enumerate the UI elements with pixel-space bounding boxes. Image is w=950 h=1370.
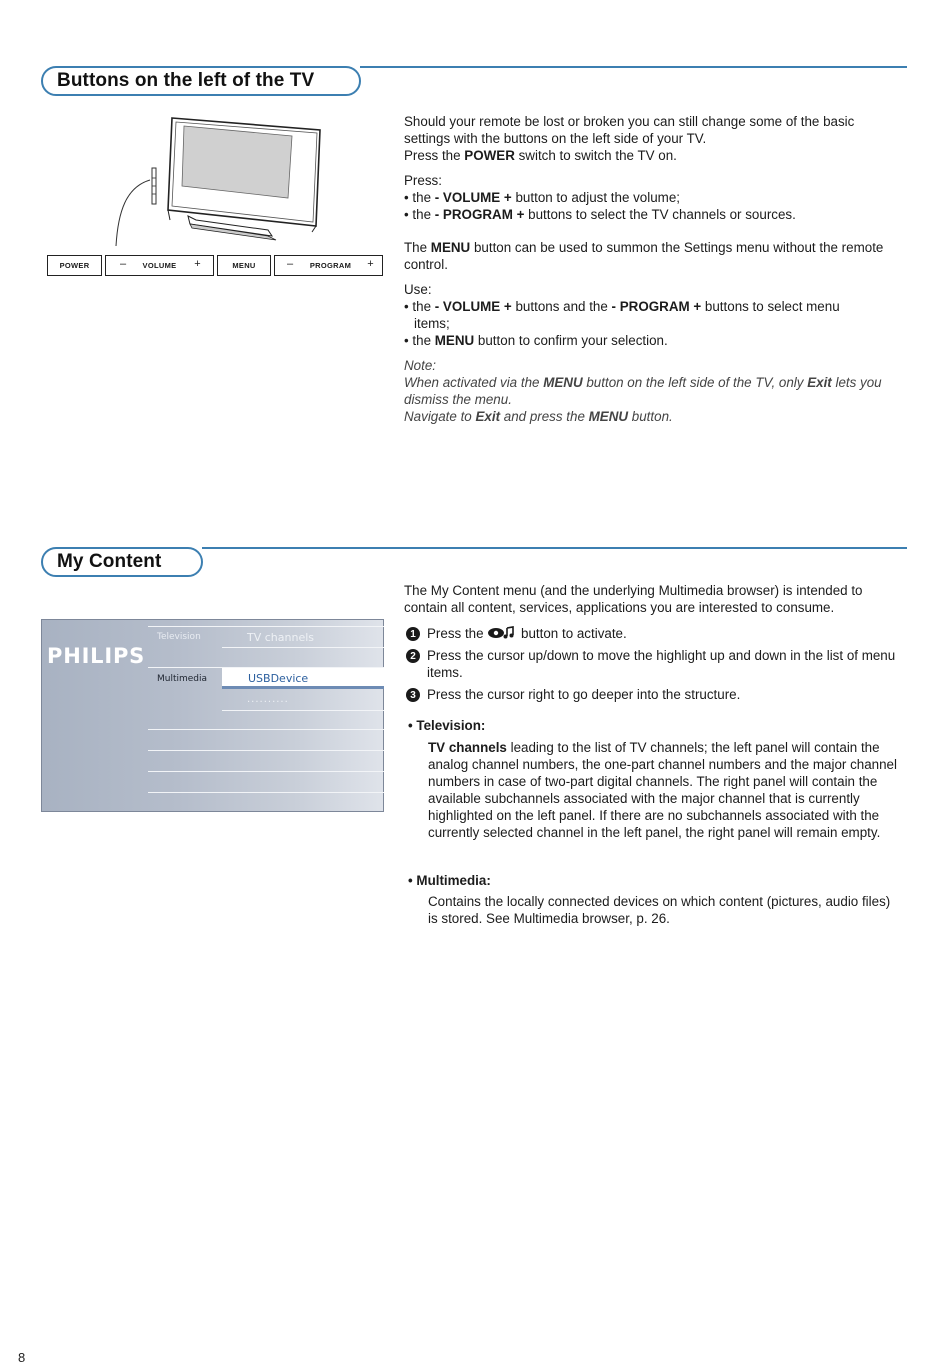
menu-divider — [222, 710, 384, 711]
intro-paragraph: Should your remote be lost or broken you can still change some of the basic settings with the buttons on the left side of your TV. — [404, 114, 855, 146]
multimedia-heading: • Multimedia: — [408, 873, 491, 888]
multimedia-description: Contains the locally connected devices on which content (pictures, audio files) is stored. See Multimedia browser, p. 26. — [428, 894, 891, 926]
power-button — [47, 255, 102, 276]
program-button — [274, 255, 383, 276]
step-number: 2 — [406, 649, 420, 663]
note-text-1: When activated via the MENU button on the left side of the TV, only Exit lets you dismiss the menu. — [404, 375, 882, 407]
menu-divider — [148, 626, 384, 627]
section-rule — [360, 66, 907, 68]
menu-divider — [148, 771, 384, 772]
menu-item-more: .......... — [247, 694, 289, 705]
volume-button — [105, 255, 214, 276]
menu-item-television: Television — [157, 632, 201, 642]
step-number: 1 — [406, 627, 420, 641]
step-number: 3 — [406, 688, 420, 702]
philips-logo: PHILIPS — [47, 644, 146, 668]
menu-button — [217, 255, 271, 276]
volume-minus: – — [120, 258, 127, 270]
menu-item-usbdevice-highlighted: USBDevice — [222, 668, 384, 689]
menu-item-multimedia: Multimedia — [157, 674, 208, 684]
section-header-buttons — [41, 66, 361, 96]
program-plus: + — [367, 258, 374, 270]
menu-divider — [148, 750, 384, 751]
section-rule — [202, 547, 907, 549]
step-2-text: Press the cursor up/down to move the highlight up and down in the list of menu items. — [427, 648, 896, 680]
press-item-program: • the - PROGRAM + buttons to select the TV channels or sources. — [404, 207, 796, 222]
page-number: 8 — [18, 1350, 26, 1365]
menu-item-tv-channels: TV channels — [247, 631, 314, 644]
power-button-label: POWER — [59, 261, 90, 270]
menu-button-label: MENU — [232, 261, 256, 270]
use-item-confirm: • the MENU button to confirm your selection. — [404, 333, 668, 348]
program-minus: – — [287, 258, 294, 270]
menu-divider — [222, 647, 384, 648]
tv-illustration — [108, 112, 328, 252]
use-label: Use: — [404, 282, 432, 297]
television-heading: • Television: — [408, 718, 486, 733]
section1-body — [404, 113, 904, 425]
program-button-label: PROGRAM — [309, 261, 352, 270]
press-item-volume: • the - VOLUME + button to adjust the volume; — [404, 190, 680, 205]
step-1-text: Press the button to activate. — [427, 626, 627, 641]
use-item-select: • the - VOLUME + buttons and the - PROGRAM + buttons to select menu — [404, 299, 840, 314]
use-item-select-cont: items; — [414, 316, 450, 331]
section-title: My Content — [57, 551, 162, 572]
menu-divider — [148, 792, 384, 793]
menu-paragraph: The MENU button can be used to summon the Settings menu without the remote control. — [404, 240, 884, 272]
my-content-key-icon — [487, 626, 517, 639]
step-3-text: Press the cursor right to go deeper into the structure. — [427, 687, 741, 702]
menu-divider — [148, 729, 384, 730]
section-title: Buttons on the left of the TV — [57, 70, 315, 91]
volume-button-label: VOLUME — [142, 261, 177, 270]
section2-intro: The My Content menu (and the underlying Multimedia browser) is intended to contain all content, services, applications you are interested to consume. — [404, 583, 863, 615]
my-content-menu-screen — [41, 619, 384, 812]
note-label: Note: — [404, 358, 437, 373]
section-header-my-content — [41, 547, 203, 577]
volume-plus: + — [194, 258, 201, 270]
television-description: TV channels leading to the list of TV channels; the left panel will contain the analog channel numbers, the one-part channel numbers and the major channel numbers in case of two-part digital channels. The right panel will contain the available subchannels associated with the major channel that is currently highlighted on the left panel. If there are no subchannels associated with the currently selected channel in the left panel, the right panel will remain empty. — [428, 740, 897, 840]
note-text-2: Navigate to Exit and press the MENU button. — [404, 409, 673, 424]
press-label: Press: — [404, 173, 442, 188]
power-instruction: Press the POWER switch to switch the TV on. — [404, 148, 677, 163]
